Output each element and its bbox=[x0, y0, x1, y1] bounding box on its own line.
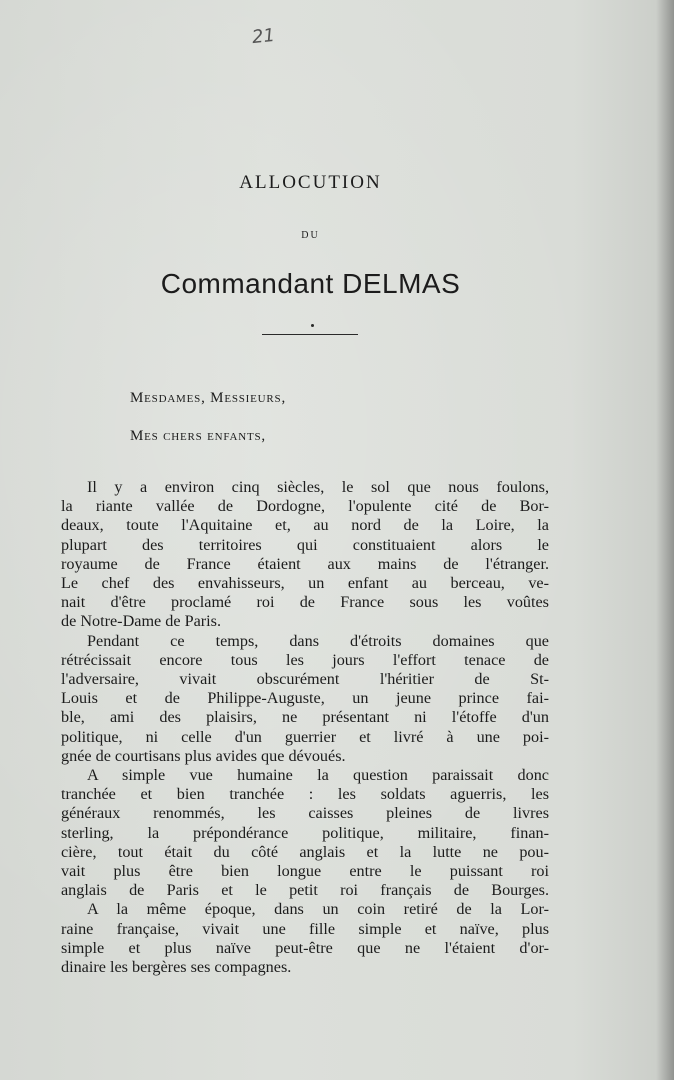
text-line: royaume de France étaient aux mains de l'étranger. bbox=[61, 554, 549, 573]
ornament-dot bbox=[311, 324, 314, 327]
text-line: gnée de courtisans plus avides que dévoués. bbox=[61, 746, 346, 765]
text-line: A simple vue humaine la question paraissait donc bbox=[87, 766, 549, 785]
text-line: ble, ami des plaisirs, ne présentant ni l'étoffe d'un bbox=[61, 708, 549, 727]
text-line: de Notre-Dame de Paris. bbox=[61, 612, 222, 631]
text-line: plupart des territoires qui constituaient alors le bbox=[61, 535, 549, 554]
text-line: simple et plus naïve peut-être que ne l'étaient d'or- bbox=[61, 938, 549, 957]
text-line: cière, tout était du côté anglais et la lutte ne pou- bbox=[61, 842, 549, 861]
text-line: la riante vallée de Dordogne, l'opulente cité de Bor- bbox=[61, 497, 549, 516]
text-line: anglais de Paris et le petit roi français de Bourges. bbox=[61, 881, 549, 900]
text-line: deaux, toute l'Aquitaine et, au nord de la Loire, la bbox=[61, 516, 549, 535]
text-line: sterling, la prépondérance politique, militaire, finan- bbox=[61, 823, 549, 842]
text-line: vait plus être bien longue entre le puissant roi bbox=[61, 862, 549, 881]
heading-du: DU bbox=[301, 230, 320, 241]
title-rule-divider bbox=[262, 334, 358, 335]
text-line: A la même époque, dans un coin retiré de la Lor- bbox=[87, 900, 549, 919]
text-line: politique, ni celle d'un guerrier et livré à une poi- bbox=[61, 727, 549, 746]
text-line: Louis et de Philippe-Auguste, un jeune prince fai- bbox=[61, 689, 549, 708]
body-text bbox=[61, 478, 549, 977]
text-line: raine française, vivait une fille simple et naïve, plus bbox=[61, 919, 549, 938]
text-line: généraux renommés, les caisses pleines de livres bbox=[61, 804, 549, 823]
text-line: Le chef des envahisseurs, un enfant au berceau, ve- bbox=[61, 574, 549, 593]
text-line: Pendant ce temps, dans d'étroits domaines que bbox=[87, 631, 549, 650]
salutation-line-1: Mesdames, Messieurs, bbox=[130, 390, 287, 406]
text-line: rétrécissait encore tous les jours l'effort tenace de bbox=[61, 650, 549, 669]
text-line: tranchée et bien tranchée : les soldats aguerris, les bbox=[61, 785, 549, 804]
salutation-line-2: Mes chers enfants, bbox=[130, 428, 266, 444]
text-line: l'adversaire, vivait obscurément l'héritier de St- bbox=[61, 670, 549, 689]
text-line: nait d'être proclamé roi de France sous les voûtes bbox=[61, 593, 549, 612]
handwritten-page-number: 21 bbox=[250, 24, 276, 49]
text-line: dinaire les bergères ses compagnes. bbox=[61, 958, 292, 977]
text-line: Il y a environ cinq siècles, le sol que nous foulons, bbox=[87, 478, 549, 496]
page-edge-shadow bbox=[656, 0, 674, 1080]
heading-allocution: ALLOCUTION bbox=[239, 172, 382, 193]
page-title: Commandant DELMAS bbox=[160, 268, 461, 299]
